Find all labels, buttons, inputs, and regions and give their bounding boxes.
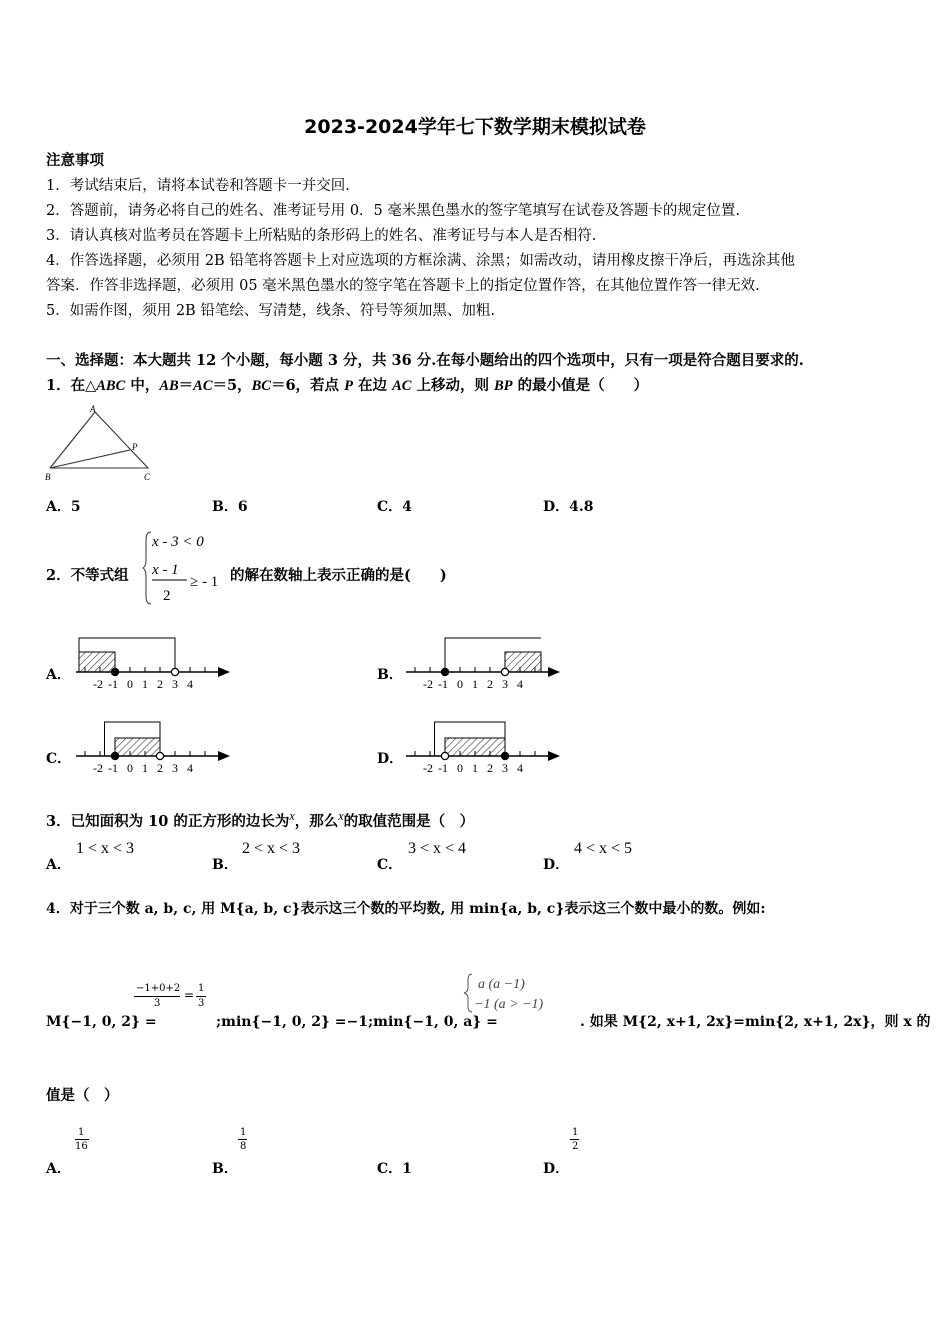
notice-item-1: 1．考试结束后，请将本试卷和答题卡一并交回. [46,178,350,194]
q2-option-a-label[interactable]: A． [46,667,71,683]
tick-label: -1 [438,761,448,775]
q4-option-a-bar [75,1139,89,1140]
inequality-brace [142,528,234,608]
q3-option-b-letter[interactable]: B． [212,857,238,873]
tick-label: 0 [127,677,133,691]
q4-option-b-letter[interactable]: B． [212,1161,238,1177]
number-line-b[interactable] [400,632,570,704]
number-line-d[interactable] [400,716,570,788]
tick-label: 3 [502,761,508,775]
tick-label: -2 [423,761,433,775]
label-a: A [90,404,96,414]
q3-option-a-letter[interactable]: A． [46,857,71,873]
tick-label: 2 [157,761,163,775]
q4-option-c[interactable]: C．1 [377,1161,412,1177]
open-point [171,668,178,675]
notice-item-5: 5．如需作图，须用 2B 铅笔绘、写清楚，线条、符号等须加黑、加粗. [46,303,495,319]
tick-label: -1 [108,677,118,691]
q4-min-expression: ;min{−1, 0, 2} =−1;min{−1, 0, a} = [216,1014,498,1030]
tick-label: -2 [93,761,103,775]
q4-frac-equals: = [184,988,195,1002]
axis-arrow [548,667,560,677]
q1-option-d[interactable]: D．4.8 [543,499,594,515]
notice-item-4: 4．作答选择题，必须用 2B 铅笔将答题卡上对应选项的方框涂满、涂黑；如需改动，请用橡皮擦干净后，再选涂其他 [46,253,795,269]
q4-option-d-num: 1 [572,1127,579,1138]
solid-point [441,668,448,675]
tick-label: 3 [172,677,178,691]
q3-option-a-value: 1 < x < 3 [76,840,135,857]
fraction-numerator: x - 1 [152,562,179,578]
q3-option-c-letter[interactable]: C． [377,857,403,873]
question-4-line-1: 4．对于三个数 a, b, c, 用 M{a, b, c}表示这三个数的平均数, 用 min{a, b, c}表示这三个数中最小的数。例如: [46,901,766,917]
q4-case-1: a (a −1) [478,977,525,992]
tick-label: 2 [157,677,163,691]
tick-label: 0 [457,677,463,691]
section-heading: 一、选择题：本大题共 12 个小题，每小题 3 分，共 36 分.在每小题给出的四个选项中，只有一项是符合题目要求的. [46,352,804,369]
q4-frac-numerator: −1+0+2 [136,983,181,994]
q4-frac-bar [134,996,180,997]
q1-option-a[interactable]: A．5 [46,499,81,515]
inequality-row-2-tail: ≥ - 1 [190,574,219,590]
number-line-c[interactable] [70,716,240,788]
tick-label: 1 [142,761,148,775]
fraction-denominator: 2 [163,588,171,604]
q4-option-a-letter[interactable]: A． [46,1161,71,1177]
tick-label: 2 [487,677,493,691]
label-c: C [144,472,151,482]
q4-third-denominator: 3 [198,998,205,1009]
solid-point [501,752,508,759]
q4-option-a-num: 1 [78,1127,85,1138]
hatched-region [445,738,505,756]
inequality-row-1: x - 3 < 0 [152,534,204,550]
question-2-prefix: 2．不等式组 [46,567,129,584]
tick-label: 4 [517,761,523,775]
solid-point [111,668,118,675]
open-point [501,668,508,675]
hatched-region [505,652,541,672]
q4-case-2: −1 (a > −1) [474,997,544,1012]
tick-label: -2 [423,677,433,691]
open-point [156,752,163,759]
tick-label: 0 [457,761,463,775]
q2-option-c-label[interactable]: C． [46,751,72,767]
triangle-figure [44,402,156,482]
q1-option-b[interactable]: B．6 [212,499,248,515]
q4-option-b-num: 1 [240,1127,247,1138]
tick-label: 1 [472,677,478,691]
solid-point [111,752,118,759]
tick-label: 4 [517,677,523,691]
q4-option-b-bar [238,1139,247,1140]
q4-option-d-letter[interactable]: D． [543,1161,570,1177]
q3-option-d-letter[interactable]: D． [543,857,570,873]
question-3-text: 3．已知面积为 10 的正方形的边长为$^x$，那么$^x$的取值范围是（ ） [46,809,475,830]
notice-item-4-cont: 答案．作答非选择题，必须用 05 毫米黑色墨水的签字笔在答题卡上的指定位置作答，在其他位置作答一律无效. [46,278,760,294]
tick-label: 0 [127,761,133,775]
number-line-a[interactable] [70,632,240,704]
notice-item-2: 2．答题前，请务必将自己的姓名、准考证号用 0．5 毫米黑色墨水的签字笔填写在试卷及答题卡的规定位置. [46,203,740,219]
open-point [441,752,448,759]
tick-label: -1 [438,677,448,691]
q4-option-d-bar [570,1139,579,1140]
notice-item-3: 3．请认真核对监考员在答题卡上所粘贴的条形码上的姓名、准考证号与本人是否相符. [46,228,597,244]
tick-label: 3 [502,677,508,691]
q4-frac-denominator: 3 [154,998,161,1009]
q3-option-b-value: 2 < x < 3 [242,840,301,857]
q4-third-numerator: 1 [198,983,205,994]
question-4-line-3: 值是（ ） [46,1087,119,1104]
q2-option-d-label[interactable]: D． [377,751,404,767]
q3-option-d-value: 4 < x < 5 [574,840,633,857]
question-1-text: 1．在△ABC 中，AB＝AC＝5，BC＝6，若点 P 在边 AC 上移动，则 BP 的最小值是（ ） [46,377,649,394]
hatched-region [115,738,160,756]
tick-label: 3 [172,761,178,775]
q1-option-c[interactable]: C．4 [377,499,412,515]
question-2-suffix: 的解在数轴上表示正确的是( ) [230,567,447,584]
q4-piecewise [462,970,576,1016]
q4-option-a-den: 16 [75,1141,88,1152]
q4-m-expression: M{−1, 0, 2} = [46,1014,157,1030]
tick-label: 4 [187,761,193,775]
axis-arrow [548,751,560,761]
q3-option-c-value: 3 < x < 4 [408,840,467,857]
tick-label: 2 [487,761,493,775]
q4-option-b-den: 8 [240,1141,247,1152]
q4-option-d-den: 2 [572,1141,579,1152]
label-p: P [132,442,138,452]
tick-label: -2 [93,677,103,691]
tick-label: -1 [108,761,118,775]
axis-arrow [218,751,230,761]
tick-label: 4 [187,677,193,691]
label-b: B [45,472,51,482]
notice-heading: 注意事项 [46,152,104,169]
q4-condition: . 如果 M{2, x+1, 2x}=min{2, x+1, 2x}，则 x 的 [580,1014,931,1030]
page-title: 2023-2024学年七下数学期末模拟试卷 [304,116,646,138]
q2-option-b-label[interactable]: B． [377,667,403,683]
hatched-region [79,652,115,672]
tick-label: 1 [472,761,478,775]
tick-label: 1 [142,677,148,691]
axis-arrow [218,667,230,677]
q4-third-bar [196,996,206,997]
